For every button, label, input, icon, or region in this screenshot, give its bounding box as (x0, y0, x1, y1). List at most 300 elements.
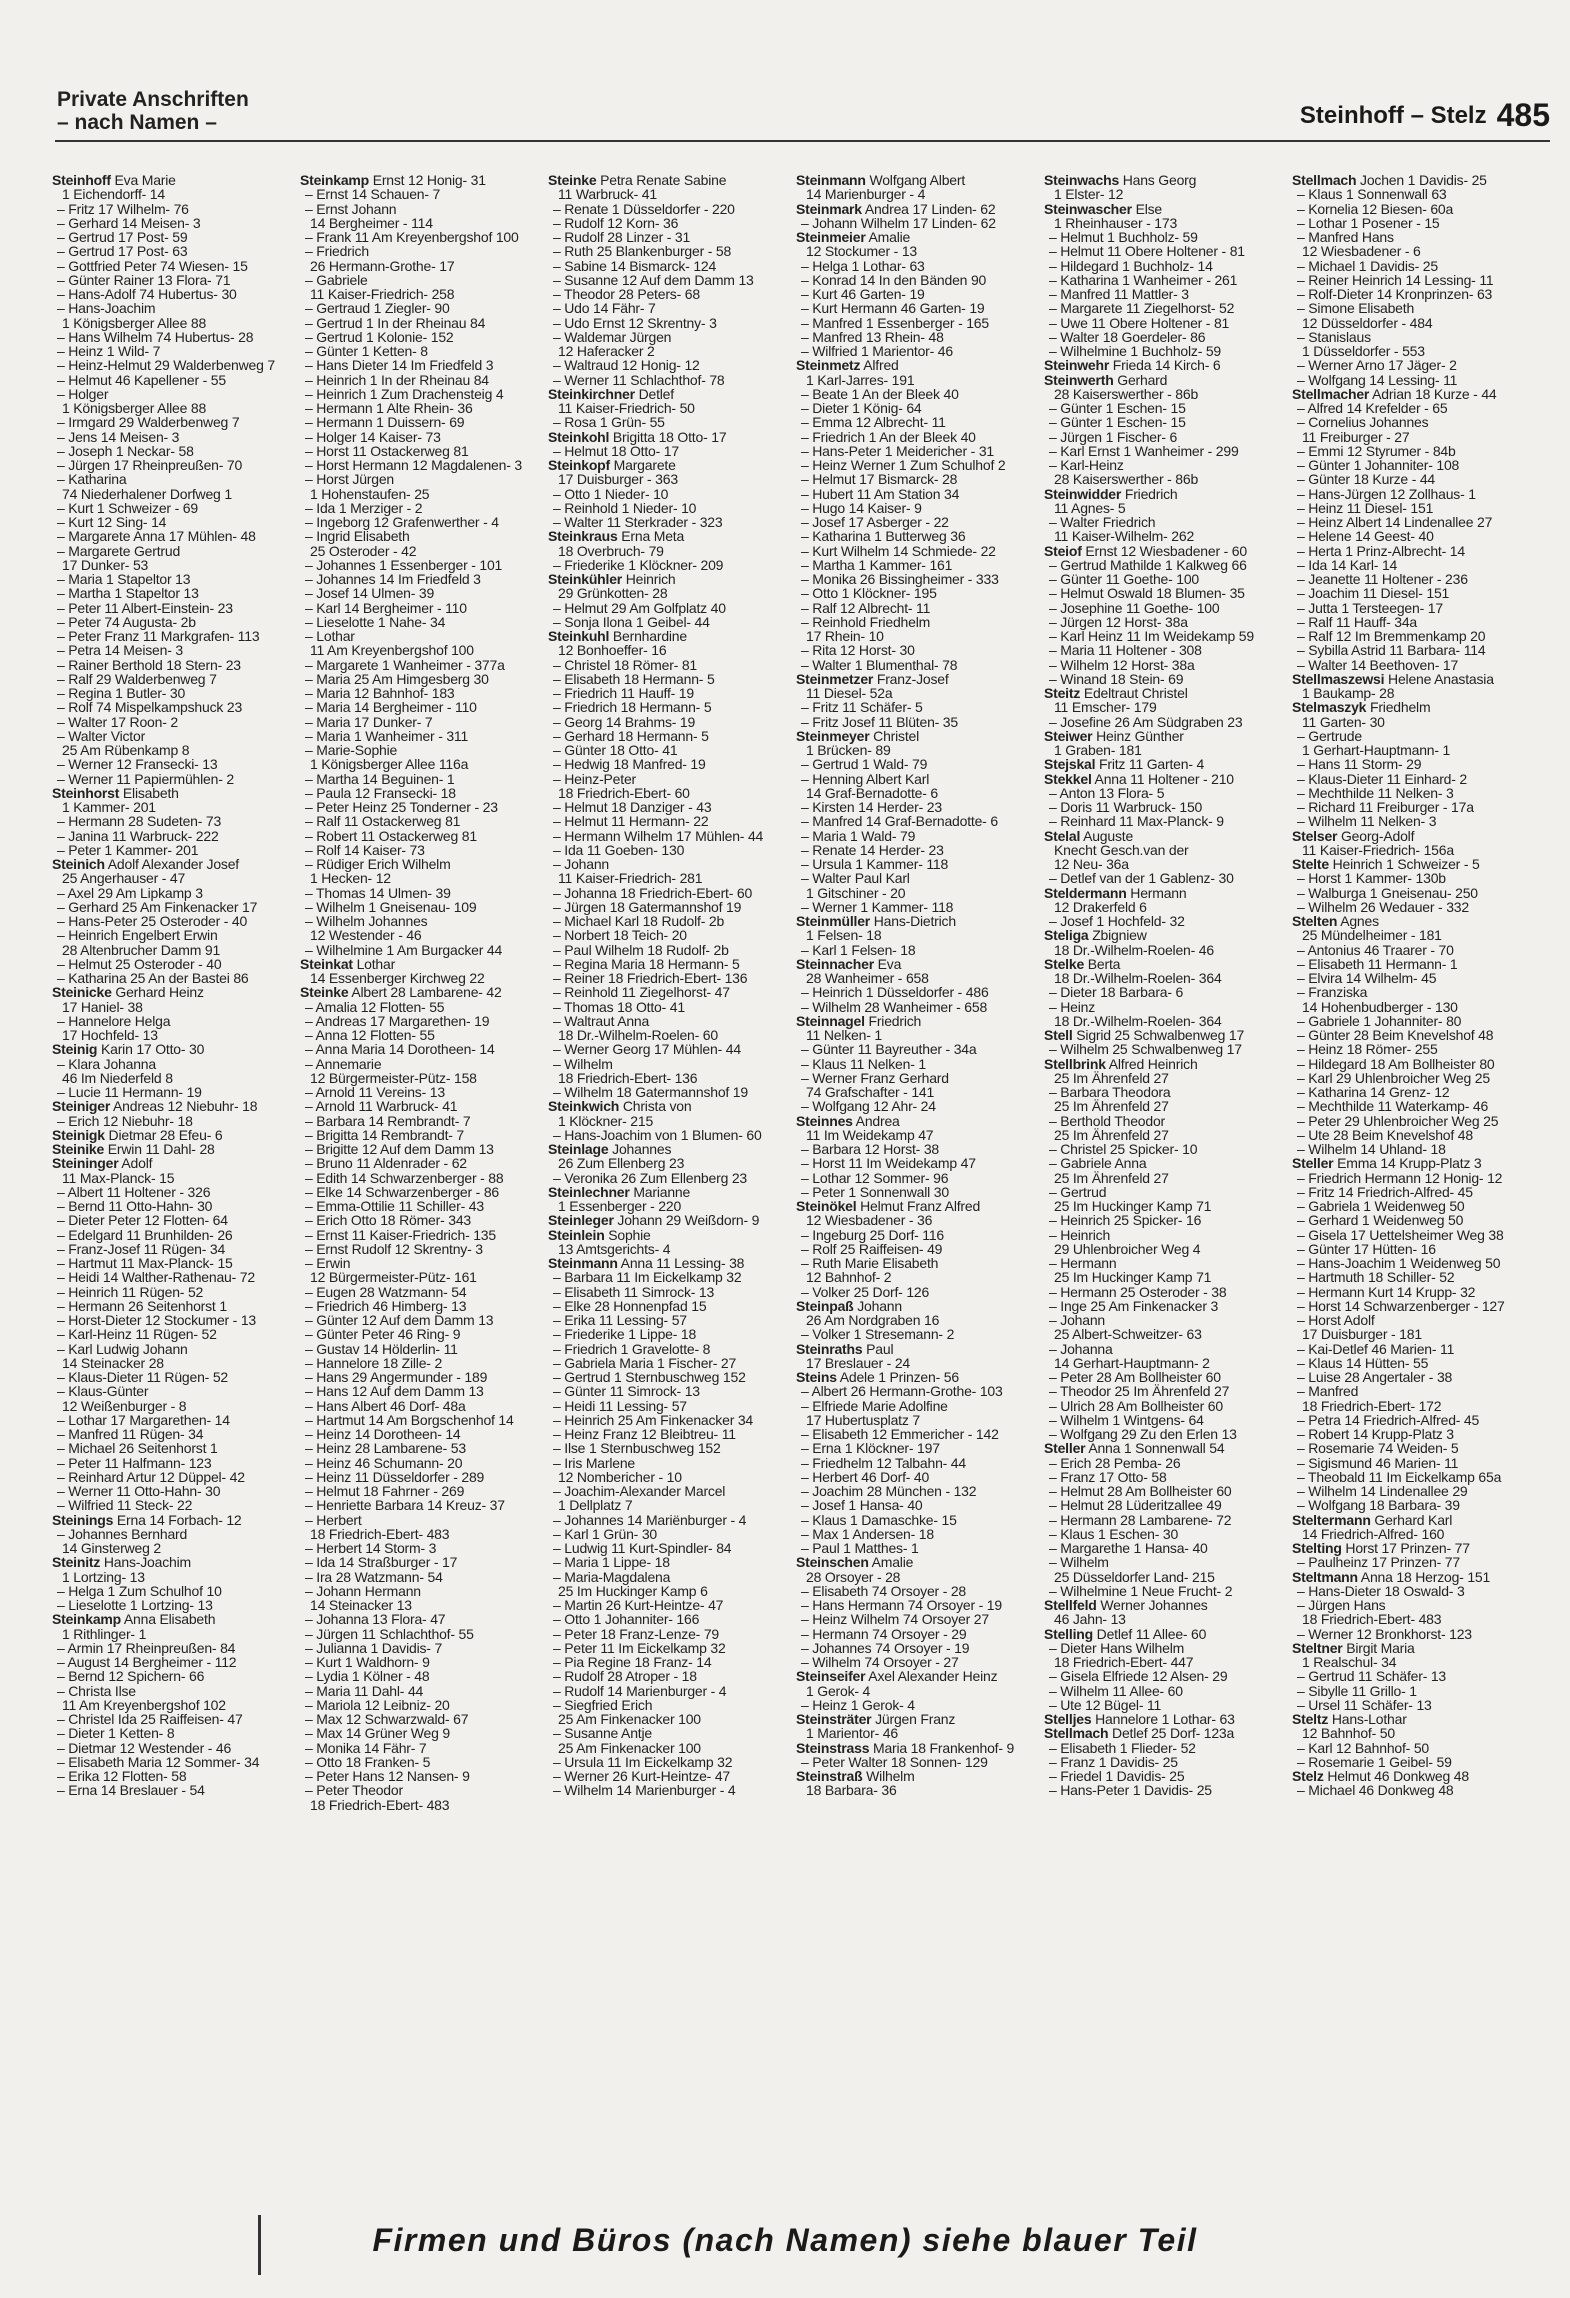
directory-entry (1044, 1627, 1289, 1641)
directory-entry: – Lothar 1 Posener - 15 (1297, 214, 1440, 231)
directory-entry: – Helmut 46 Kapellener - 55 (57, 371, 226, 388)
directory-entry (548, 1256, 793, 1270)
directory-entry: – Dieter 18 Barbara- 6 (1049, 984, 1184, 1001)
directory-entry: 18 Friedrich-Ebert- 447 (1054, 1654, 1194, 1670)
directory-entry: – Walter Friedrich (1049, 514, 1156, 530)
entry-text: Paul (862, 1340, 894, 1357)
directory-entry: – Kurt 12 Sing- 14 (57, 514, 167, 530)
directory-entry: – Ida 11 Goeben- 130 (553, 841, 685, 858)
directory-entry: – Dieter 1 König- 64 (801, 400, 922, 416)
directory-entry: 18 Friedrich-Ebert- 483 (1302, 1611, 1442, 1628)
surname: Steininger (52, 1155, 119, 1172)
surname: Steinlage (548, 1141, 609, 1157)
directory-entry: – Thomas 18 Otto- 41 (553, 998, 685, 1015)
directory-entry: – Udo Ernst 12 Skrentny- 3 (553, 314, 717, 331)
directory-entry: – Lothar 12 Sommer- 96 (801, 1169, 949, 1186)
directory-entry: – Rosemarie 1 Geibel- 59 (1297, 1753, 1452, 1770)
directory-entry: – Reinhard 11 Max-Planck- 9 (1049, 813, 1224, 830)
directory-entry: – Rudolf 28 Atroper - 18 (553, 1668, 697, 1685)
directory-entry: – Bernd 12 Spichern- 66 (57, 1668, 205, 1685)
directory-entry: – Hans 12 Auf dem Damm 13 (305, 1383, 484, 1400)
directory-entry: – Barbara 14 Rembrandt- 7 (305, 1112, 471, 1129)
directory-entry: – Klaus 11 Nelken- 1 (801, 1055, 926, 1072)
directory-entry: – Klaus-Dieter 11 Einhard- 2 (1297, 770, 1468, 787)
directory-entry: – Klaus 14 Hütten- 55 (1297, 1354, 1429, 1371)
entry-text: Maria 18 Frankenhof- 9 (869, 1739, 1015, 1756)
directory-entry (52, 173, 297, 187)
directory-entry: – Helmut Oswald 18 Blumen- 35 (1049, 585, 1245, 602)
directory-entry: – Sigismund 46 Marien- 11 (1297, 1454, 1459, 1471)
directory-entry: 46 Jahn- 13 (1054, 1611, 1126, 1628)
surname: Steinkat (300, 955, 353, 972)
surname: Steiniger (52, 1098, 111, 1115)
directory-entry: – Franz 1 Davidis- 25 (1049, 1753, 1178, 1770)
directory-entry: – Hans Albert 46 Dorf- 48a (305, 1397, 466, 1414)
directory-entry: – Wilhelm 1 Wintgens- 64 (1049, 1411, 1204, 1428)
directory-entry: 28 Kaiserswerther - 86b (1054, 471, 1199, 488)
entry-text: Franz-Josef (873, 670, 949, 687)
directory-entry: – Max 12 Schwarzwald- 67 (305, 1711, 469, 1727)
directory-entry (1292, 1541, 1537, 1555)
entry-text: Anna 18 Herzog- 151 (1357, 1568, 1491, 1585)
directory-entry (1044, 686, 1289, 700)
directory-entry: 26 Am Nordgraben 16 (806, 1312, 940, 1328)
directory-entry: – Elke 28 Honnenpfad 15 (553, 1297, 707, 1314)
directory-entry: 25 Im Ährenfeld 27 (1054, 1169, 1169, 1186)
directory-entry: – Michael 1 Davidis- 25 (1297, 257, 1438, 274)
entry-text: Wolfgang Albert (865, 173, 966, 188)
directory-entry: – Theodor 28 Peters- 68 (553, 286, 700, 302)
surname: Steiof (1044, 542, 1082, 559)
directory-entry: – Karl Ludwig Johann (57, 1340, 188, 1357)
directory-entry: – Erika 11 Lessing- 57 (553, 1312, 687, 1328)
directory-entry: – Martha 14 Beguinen- 1 (305, 770, 455, 787)
directory-entry (52, 1142, 297, 1156)
directory-entry: – Elvira 14 Wilhelm- 45 (1297, 970, 1437, 986)
directory-entry: – Theobald 11 Im Eickelkamp 65a (1297, 1468, 1502, 1485)
directory-entry: – Hermann 28 Sudeten- 73 (57, 813, 222, 830)
directory-entry (1044, 1726, 1289, 1740)
directory-entry: – Helmut 29 Am Golfplatz 40 (553, 599, 726, 616)
directory-entry: – Gertrud 1 Wald- 79 (801, 756, 928, 773)
directory-entry: 25 Im Ährenfeld 27 (1054, 1126, 1169, 1143)
directory-entry (52, 1555, 297, 1569)
directory-entry: – Wolfgang 14 Lessing- 11 (1297, 371, 1458, 388)
directory-entry: – Peter 1 Kammer- 201 (57, 841, 199, 858)
directory-entry: – Rolf 14 Kaiser- 73 (305, 841, 425, 858)
directory-entry: – Fritz 14 Friedrich-Alfred- 45 (1297, 1183, 1473, 1200)
directory-entry: – Peter 11 Halfmann- 123 (57, 1454, 212, 1471)
directory-entry (796, 1299, 1041, 1313)
directory-entry (52, 786, 297, 800)
directory-entry: – Horst 11 Ostackerweg 81 (305, 442, 469, 459)
directory-entry: – Maria 12 Bahnhof- 183 (305, 685, 455, 701)
directory-entry: – Katharina 25 An der Bastei 86 (57, 970, 249, 986)
surname: Steinlechner (548, 1183, 630, 1200)
directory-entry: – Peter Heinz 25 Tonderner - 23 (305, 799, 498, 815)
directory-entry: – Erna 14 Breslauer - 54 (57, 1782, 205, 1799)
directory-entry: – Werner Franz Gerhard (801, 1069, 949, 1086)
directory-entry: 12 Bürgermeister-Pütz- 161 (310, 1269, 477, 1286)
directory-entry: 12 Westender - 46 (310, 927, 422, 944)
directory-entry: – Karl 1 Felsen- 18 (801, 941, 916, 958)
directory-entry (1292, 1641, 1537, 1655)
directory-entry: – Albert 26 Hermann-Grothe- 103 (801, 1383, 1003, 1400)
directory-entry: – Ida 14 Straßburger - 17 (305, 1554, 458, 1571)
directory-entry (796, 1712, 1041, 1726)
directory-entry: – Rolf-Dieter 14 Kronprinzen- 63 (1297, 286, 1493, 302)
directory-entry: 14 Bergheimer - 114 (310, 214, 433, 231)
directory-entry: 12 Bahnhof- 50 (1302, 1725, 1395, 1742)
surname: Steitz (1044, 685, 1081, 701)
entry-text: Axel Alexander Heinz (865, 1668, 998, 1685)
directory-entry: – Peter Franz 11 Markgrafen- 113 (57, 628, 260, 644)
directory-entry: – Gertraud 1 Ziegler- 90 (305, 300, 450, 317)
directory-entry: – Ernst 14 Schauen- 7 (305, 186, 441, 203)
directory-entry: – Reiner 18 Friedrich-Ebert- 136 (553, 970, 748, 986)
directory-entry: – Wilhelm 28 Wanheimer - 658 (801, 998, 988, 1015)
directory-entry: 1 Realschul- 34 (1302, 1654, 1397, 1670)
directory-entry: – Wilhelm (553, 1055, 613, 1072)
directory-entry: – Kurt 46 Garten- 19 (801, 286, 925, 302)
surname: Steinmeier (796, 229, 866, 245)
directory-entry: – Joachim 28 München - 132 (801, 1483, 977, 1499)
directory-entry: – Robert 11 Ostackerweg 81 (305, 827, 477, 844)
directory-entry: – Simone Elisabeth (1297, 300, 1415, 317)
directory-entry: – Peter 18 Franz-Lenze- 79 (553, 1625, 720, 1642)
entry-text: Johann (853, 1297, 902, 1314)
directory-entry: – Max 14 Grüner Weg 9 (305, 1725, 450, 1742)
directory-entry: 29 Grünkotten- 28 (558, 585, 668, 602)
directory-entry: – Josefine 26 Am Südgraben 23 (1049, 713, 1243, 730)
directory-entry: – Ernst Rudolf 12 Skrentny- 3 (305, 1240, 483, 1257)
directory-entry: – Berthold Theodor (1049, 1112, 1166, 1129)
directory-entry: 25 Am Rübenkamp 8 (62, 742, 190, 758)
entry-text: Georg-Adolf (1337, 827, 1415, 844)
directory-entry: – Günter 1 Johanniter- 108 (1297, 457, 1460, 473)
surname: Steinmüller (796, 913, 871, 929)
directory-entry: – Arnold 11 Vereins- 13 (305, 1084, 445, 1100)
surname: Stelting (1292, 1540, 1342, 1556)
directory-entry: – Holger (57, 385, 109, 402)
directory-entry: – Gottfried Peter 74 Wiesen- 15 (57, 257, 248, 274)
directory-entry: 11 Warbruck- 41 (558, 186, 657, 203)
directory-entry: – Karl 12 Bahnhof- 50 (1297, 1739, 1430, 1756)
directory-entry: – Walter Paul Karl (801, 870, 910, 887)
directory-entry: – Johann Wilhelm 17 Linden- 62 (801, 214, 996, 231)
directory-entry: – Rudolf 14 Marienburger - 4 (553, 1682, 727, 1699)
directory-entry (548, 458, 793, 472)
entry-text: Elisabeth (119, 784, 179, 801)
surname: Stelal (1044, 827, 1081, 844)
directory-entry: – Ida 1 Merziger - 2 (305, 499, 423, 516)
entry-text: Anna 11 Holtener - 210 (1091, 770, 1234, 787)
directory-entry (1044, 729, 1289, 743)
surname: Steller (1292, 1155, 1334, 1172)
directory-entry (1044, 1712, 1289, 1726)
directory-entry: – Otto 18 Franken- 5 (305, 1753, 431, 1770)
directory-entry: – Jürgen 1 Fischer- 6 (1049, 428, 1178, 445)
directory-entry: – Sabine 14 Bismarck- 124 (553, 257, 717, 274)
directory-entry: – Heinz 11 Düsseldorfer - 289 (305, 1468, 485, 1485)
directory-entry: 1 Königsberger Allee 88 (62, 400, 207, 416)
directory-entry: – Gisela 17 Uettelsheimer Weg 38 (1297, 1226, 1504, 1243)
directory-entry: – Kurt 1 Schweizer - 69 (57, 499, 198, 516)
directory-entry: – Günter Peter 46 Ring- 9 (305, 1326, 461, 1343)
directory-entry: – Johannes Bernhard (57, 1525, 188, 1542)
surname: Steinmetzer (796, 670, 874, 687)
directory-entry: 25 Im Huckinger Kamp 71 (1054, 1198, 1212, 1214)
directory-entry: – Winand 18 Stein- 69 (1049, 670, 1184, 687)
directory-entry: – Brigitte 12 Auf dem Damm 13 (305, 1141, 494, 1157)
directory-entry: – Dieter Peter 12 Flotten- 64 (57, 1212, 228, 1229)
surname: Stelmaszyk (1292, 699, 1367, 716)
surname: Steinnes (796, 1112, 853, 1129)
directory-entry: – Hans-Joachim von 1 Blumen- 60 (553, 1126, 762, 1143)
directory-entry: – Günter 11 Bayreuther - 34a (801, 1041, 977, 1058)
directory-columns (52, 173, 1552, 2203)
surname: Steltz (1292, 1711, 1329, 1727)
directory-entry: – Barbara 12 Horst- 38 (801, 1141, 940, 1157)
directory-entry: – Hans 29 Angermunder - 189 (305, 1369, 488, 1385)
entry-text: Andrea (852, 1112, 900, 1129)
directory-entry: 14 Marienburger - 4 (806, 186, 926, 203)
directory-entry (52, 1099, 297, 1113)
directory-entry: – Rosemarie 74 Weiden- 5 (1297, 1440, 1459, 1457)
surname: Stelljes (1044, 1711, 1092, 1727)
directory-entry (796, 1741, 1041, 1755)
surname: Steins (796, 1369, 837, 1385)
directory-entry: – Peter 74 Augusta- 2b (57, 613, 196, 630)
directory-entry: – Ulrich 28 Am Bollheister 60 (1049, 1397, 1223, 1414)
directory-entry: – Helene 14 Geest- 40 (1297, 528, 1434, 545)
surname: Stellfeld (1044, 1597, 1097, 1613)
directory-entry: – Hedwig 18 Manfred- 19 (553, 756, 706, 773)
directory-entry: – Reinhold 1 Nieder- 10 (553, 499, 697, 516)
directory-entry: – Christel Ida 25 Raiffeisen- 47 (57, 1711, 243, 1727)
directory-entry: – Gertrud 17 Post- 63 (57, 243, 188, 260)
directory-entry: – Günter 1 Eschen- 15 (1049, 414, 1186, 431)
directory-entry: 12 Wiesbadener - 36 (806, 1212, 933, 1229)
directory-entry: – Ruth 25 Blankenburger - 58 (553, 243, 732, 260)
directory-entry: 18 Dr.-Wilhelm-Roelen- 46 (1054, 941, 1214, 958)
directory-entry: – Werner 11 Papiermühlen- 2 (57, 770, 234, 787)
directory-entry: – Josephine 11 Goethe- 100 (1049, 599, 1220, 616)
directory-entry: – Wilhelmine 1 Buchholz- 59 (1049, 343, 1222, 359)
directory-entry (1044, 487, 1289, 501)
directory-entry: – Reinhold 11 Ziegelhorst- 47 (553, 984, 730, 1001)
directory-entry: 11 Emscher- 179 (1054, 699, 1157, 716)
directory-entry: – Gertrude (1297, 727, 1362, 744)
directory-entry: – Norbert 18 Teich- 20 (553, 927, 687, 944)
directory-entry: – Richard 11 Freiburger - 17a (1297, 799, 1474, 815)
directory-entry: – Alfred 14 Krefelder - 65 (1297, 400, 1448, 416)
page-number: 485 (1496, 97, 1550, 133)
entry-text: Anna 1 Sonnenwall 54 (1085, 1440, 1225, 1457)
directory-entry: – Wilhelmine 1 Neue Frucht- 2 (1049, 1582, 1233, 1599)
directory-entry: – Reiner Heinrich 14 Lessing- 11 (1297, 271, 1494, 288)
directory-entry: – Johannes 74 Orsoyer - 19 (801, 1639, 970, 1656)
directory-entry: – Manfred 11 Mattler- 3 (1049, 286, 1189, 302)
directory-entry: 13 Amtsgerichts- 4 (558, 1240, 671, 1257)
directory-entry (1292, 1513, 1537, 1527)
directory-entry: – Johann Hermann (305, 1582, 421, 1599)
directory-entry: – Johannes 14 Mariënburger - 4 (553, 1511, 747, 1528)
directory-entry: – Helmut 28 Lüderitzallee 49 (1049, 1497, 1222, 1514)
directory-entry: – Wilhelm 26 Wedauer - 332 (1297, 898, 1469, 915)
directory-entry: 1 Elster- 12 (1054, 186, 1124, 203)
directory-entry: – Werner 11 Schlachthof- 78 (553, 371, 725, 388)
directory-entry: – Mariola 12 Leibniz- 20 (305, 1696, 450, 1713)
entry-text: Hermann (1126, 884, 1187, 901)
directory-entry: – Hartmut 14 Am Borgschenhof 14 (305, 1411, 514, 1428)
directory-entry: – Josef 17 Asberger - 22 (801, 514, 949, 530)
directory-entry: – Volker 1 Stresemann- 2 (801, 1326, 955, 1343)
directory-entry: 17 Hubertusplatz 7 (806, 1411, 920, 1428)
directory-entry: – Hermann Wilhelm 17 Mühlen- 44 (553, 827, 764, 844)
surname: Steinnagel (796, 1012, 865, 1029)
directory-entry: 14 Gerhart-Hauptmann- 2 (1054, 1354, 1210, 1371)
directory-entry: – Günter Rainer 13 Flora- 71 (57, 271, 231, 288)
directory-entry: – Wilhelm Johannes (305, 913, 428, 929)
entry-text: Else (1131, 200, 1162, 217)
entry-text: Adele 1 Prinzen- 56 (836, 1369, 959, 1385)
directory-entry: – Andreas 17 Margarethen- 19 (305, 1012, 490, 1029)
directory-entry: – Cornelius Johannes (1297, 414, 1429, 431)
directory-entry: – Heinz 28 Lambarene- 53 (305, 1440, 466, 1457)
directory-entry: – Hubert 11 Am Station 34 (801, 485, 960, 502)
directory-entry: – Hugo 14 Kaiser- 9 (801, 499, 922, 516)
directory-entry: – Elisabeth 18 Hermann- 5 (553, 670, 715, 687)
directory-entry: – Emma-Ottilie 11 Schiller- 43 (305, 1198, 484, 1214)
directory-entry: 1 Hohenstaufen- 25 (310, 485, 430, 502)
directory-entry (796, 957, 1041, 971)
directory-entry: – Erwin (305, 1255, 351, 1271)
directory-entry: – Wilhelm 11 Nelken- 3 (1297, 813, 1437, 830)
directory-entry (1292, 914, 1537, 928)
directory-entry: – Ingeburg 25 Dorf- 116 (801, 1226, 945, 1243)
directory-entry: – Heinz (1049, 998, 1096, 1015)
entry-text: Gerhard Karl (1370, 1511, 1453, 1528)
directory-entry (1044, 1057, 1289, 1071)
directory-entry (1044, 928, 1289, 942)
directory-entry: – Klaus 1 Eschen- 30 (1049, 1525, 1179, 1542)
directory-entry: 17 Hochfeld- 13 (62, 1027, 158, 1043)
directory-entry: – Ralf 12 Albrecht- 11 (801, 599, 931, 616)
directory-entry: 26 Hermann-Grothe- 17 (310, 257, 455, 274)
directory-entry (300, 985, 545, 999)
entry-text: Gerhard Heinz (111, 984, 204, 1001)
directory-entry: 17 Breslauer - 24 (806, 1354, 910, 1371)
directory-entry: – Beate 1 An der Bleek 40 (801, 385, 959, 402)
directory-entry: – Gerhard 18 Hermann- 5 (553, 727, 709, 744)
directory-entry: 1 Karl-Jarres- 191 (806, 371, 915, 388)
directory-entry: – Kornelia 12 Biesen- 60a (1297, 200, 1454, 217)
directory-entry: – Otto 1 Johanniter- 166 (553, 1611, 700, 1628)
directory-entry: – Friedrich 1 Gravelotte- 8 (553, 1340, 711, 1357)
surname: Stejskal (1044, 756, 1096, 773)
directory-entry: – Dieter Hans Wilhelm (1049, 1639, 1185, 1656)
surname: Stelten (1292, 913, 1338, 929)
directory-entry: – Fritz 11 Schäfer- 5 (801, 699, 923, 716)
directory-entry: – Walter 14 Beethoven- 17 (1297, 656, 1459, 673)
entry-text: Andrea 17 Linden- 62 (861, 200, 996, 217)
surname: Steliga (1044, 927, 1089, 944)
directory-entry: – Monika 14 Fähr- 7 (305, 1739, 427, 1756)
directory-entry: 11 Nelken- 1 (806, 1027, 882, 1043)
directory-entry: – Barbara 11 Im Eickelkamp 32 (553, 1269, 742, 1286)
directory-entry: – Wolfgang 12 Ahr- 24 (801, 1098, 936, 1115)
directory-entry: – Ilse 1 Sternbuschweg 152 (553, 1440, 721, 1457)
directory-entry: – Veronika 26 Zum Ellenberg 23 (553, 1169, 748, 1186)
directory-entry: – Johannes 1 Essenberger - 101 (305, 556, 503, 573)
directory-entry: 74 Grafschafter - 141 (806, 1084, 935, 1100)
directory-entry: – Jürgen 11 Schlachthof- 55 (305, 1625, 474, 1642)
directory-entry: – Hermann Kurt 14 Krupp- 32 (1297, 1283, 1476, 1300)
directory-entry: – Wilhelm 12 Horst- 38a (1049, 656, 1195, 673)
directory-entry (796, 1342, 1041, 1356)
entry-text: Berta (1084, 955, 1121, 972)
directory-entry: – Paulheinz 17 Prinzen- 77 (1297, 1554, 1460, 1571)
directory-entry: – Emmi 12 Styrumer - 84b (1297, 442, 1456, 459)
directory-entry (300, 173, 545, 187)
directory-entry: – Günter 18 Kurze - 44 (1297, 471, 1436, 488)
directory-entry: – Horst Adolf (1297, 1312, 1375, 1328)
directory-entry: – Kai-Detlef 46 Marien- 11 (1297, 1340, 1455, 1357)
directory-entry: – Maria 1 Wald- 79 (801, 827, 916, 844)
directory-entry: 12 Haferacker 2 (558, 343, 655, 359)
directory-entry: – Robert 14 Krupp-Platz 3 (1297, 1426, 1454, 1442)
directory-entry: – Detlef van der 1 Gablenz- 30 (1049, 870, 1234, 887)
directory-entry: – Udo 14 Fähr- 7 (553, 300, 656, 317)
directory-entry: – Wolfgang 18 Barbara- 39 (1297, 1497, 1460, 1514)
surname: Steinmark (796, 200, 862, 217)
directory-entry: 25 Im Ährenfeld 27 (1054, 1069, 1169, 1086)
directory-entry (548, 1142, 793, 1156)
directory-entry: – Christel 25 Spicker- 10 (1049, 1141, 1198, 1157)
directory-entry: 17 Duisburger - 363 (558, 471, 678, 488)
directory-entry: – Michael 26 Seitenhorst 1 (57, 1440, 218, 1457)
directory-entry: – Georg 14 Brahms- 19 (553, 713, 696, 730)
directory-entry: – Ingrid Elisabeth (305, 528, 410, 545)
directory-entry: 11 Am Kreyenbergshof 102 (62, 1696, 226, 1713)
directory-entry: – Hannelore Helga (57, 1012, 171, 1029)
surname: Steinkamp (300, 173, 369, 188)
directory-entry: 29 Uhlenbroicher Weg 4 (1054, 1240, 1201, 1257)
directory-entry: – Friedrich 18 Hermann- 5 (553, 699, 712, 716)
surname: Steinke (300, 984, 349, 1001)
directory-entry: – Jürgen 18 Gatermannshof 19 (553, 898, 742, 915)
directory-entry: 14 Ginsterweg 2 (62, 1540, 161, 1556)
directory-entry: – Stanislaus (1297, 328, 1371, 345)
directory-entry (1292, 672, 1537, 686)
directory-entry: – Heinrich (1049, 1226, 1111, 1243)
directory-entry: – Maria 11 Holtener - 308 (1049, 642, 1202, 659)
directory-entry (1044, 373, 1289, 387)
directory-entry: 28 Wanheimer - 658 (806, 970, 929, 986)
directory-entry: – Hildegard 1 Buchholz- 14 (1049, 257, 1213, 274)
entry-text: Anna 11 Lessing- 38 (617, 1255, 745, 1271)
directory-entry: 1 Marientor- 46 (806, 1725, 898, 1742)
directory-entry: – Rita 12 Horst- 30 (801, 642, 915, 659)
directory-entry: 25 Düsseldorfer Land- 215 (1054, 1568, 1215, 1585)
directory-entry: – Elfriede Marie Adolfine (801, 1397, 948, 1414)
directory-entry: – Maria 1 Stapeltor 13 (57, 571, 191, 587)
directory-entry: – Heinrich 11 Rügen- 52 (57, 1283, 204, 1300)
directory-entry: – Peter Theodor (305, 1782, 403, 1799)
entry-text: Detlef (634, 385, 674, 402)
directory-entry: 11 Agnes- 5 (1054, 499, 1126, 516)
